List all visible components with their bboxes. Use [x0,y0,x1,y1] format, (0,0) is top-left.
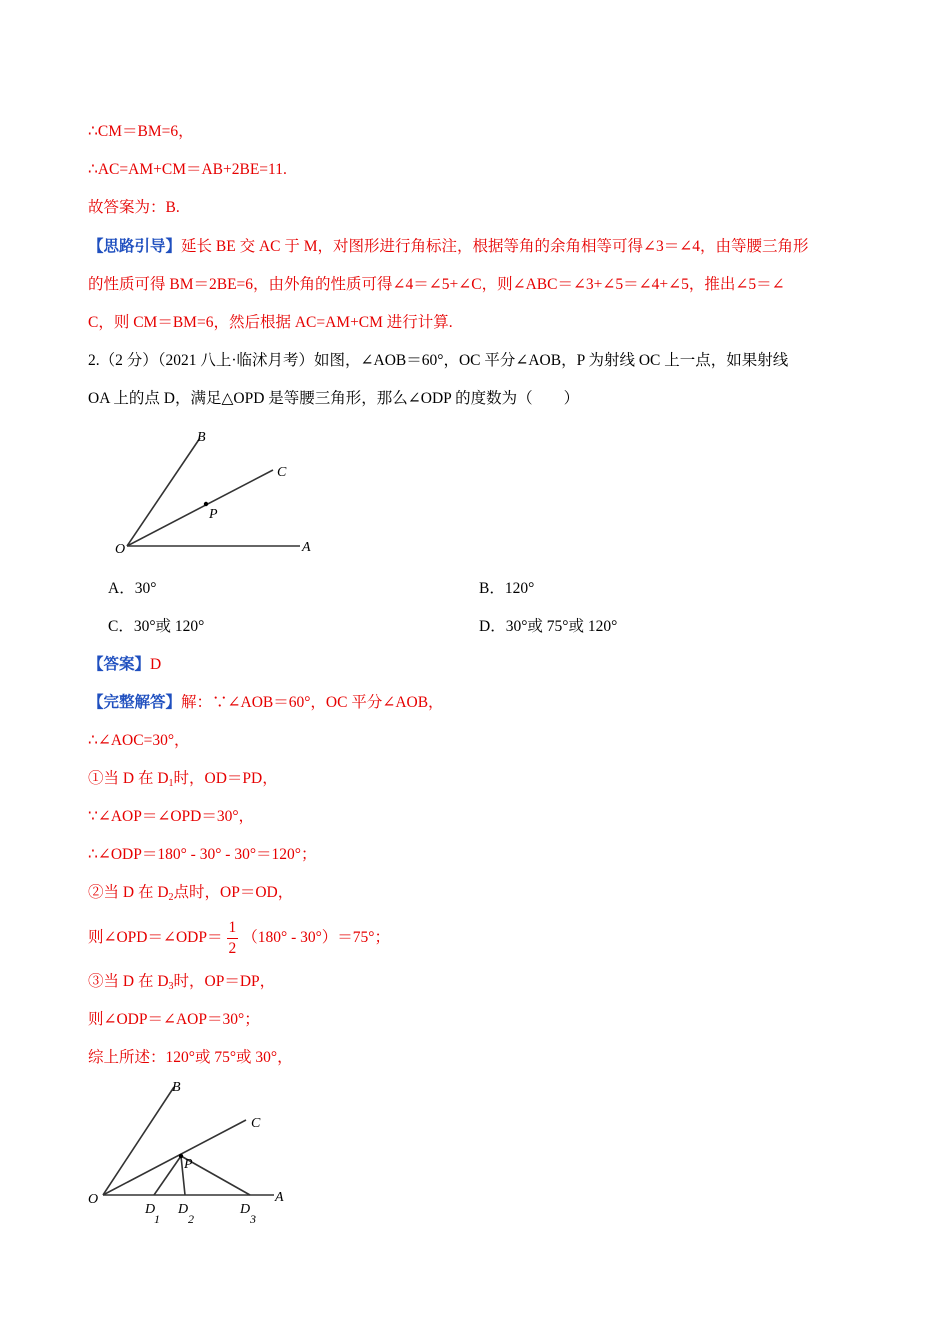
hint-line-3: C，则 CM＝BM=6，然后根据 AC=AM+CM 进行计算. [88,314,453,331]
case-3-sub: 3 [168,981,174,992]
label-d1: D [145,1202,156,1217]
point-p [204,502,208,506]
label-c: C [277,465,287,480]
solution-intro: 解：∵∠AOB＝60°，OC 平分∠AOB， [181,694,444,711]
case-1-sub: 1 [168,778,174,789]
solution-line-ac: ∴AC=AM+CM＝AB+2BE=11. [88,161,287,178]
case-2-formula-a: 则∠OPD＝∠ODP＝ [88,929,223,946]
solution-tag: 【完整解答】 [88,694,182,711]
label-o: O [115,542,126,557]
answer-tag: 【答案】 [88,656,151,673]
option-b: B．120° [479,580,535,597]
option-d: D．30°或 75°或 120° [479,618,618,635]
ray-oc [103,1120,246,1195]
answer-line [88,654,161,676]
solution-figure [84,1075,304,1235]
label-d1-sub: 1 [154,1212,160,1226]
hint-line-1 [88,236,809,258]
ray-oc [127,470,273,546]
option-c: C．30°或 120° [108,618,205,635]
solution-line-1: ∴∠AOC=30°， [88,732,190,749]
fraction-numerator: 1 [227,918,239,939]
label-d2-sub: 2 [188,1212,194,1226]
question-figure [105,425,325,560]
solution-line-7 [88,971,275,993]
label-b: B [197,430,206,445]
solution-line-9: 综上所述：120°或 75°或 30°， [88,1049,293,1066]
case-3-text-b: 时，OP＝DP， [173,973,276,990]
label-o: O [88,1192,99,1207]
case-1-text-b: 时，OD＝PD， [173,770,278,787]
solution-line-6 [88,916,390,960]
case-2-text: ②当 D 在 D [88,884,169,901]
solution-line-5 [88,882,293,904]
label-a: A [302,540,311,555]
case-2-sub: 2 [168,892,174,903]
label-d3: D [240,1202,251,1217]
label-c: C [251,1116,261,1131]
ray-ob [127,438,200,546]
label-p: P [209,507,218,522]
answer-conclusion: 故答案为：B. [88,199,180,216]
label-d2: D [178,1202,189,1217]
solution-line-3: ∵∠AOP＝∠OPD＝30°， [88,808,255,825]
case-1-text: ①当 D 在 D [88,770,169,787]
fraction-denominator: 2 [228,939,237,957]
label-d3-sub: 3 [250,1212,256,1226]
label-p: P [184,1157,193,1172]
label-b: B [172,1080,181,1095]
solution-line-cm-bm: ∴CM＝BM=6， [88,123,194,140]
hint-tag: 【思路引导】 [88,238,182,255]
solution-line-0 [88,692,444,714]
hint-line-2: 的性质可得 BM＝2BE=6，由外角的性质可得∠4＝∠5+∠C，则∠ABC＝∠3+∠5＝∠4+∠5，推出∠5＝∠ [88,276,785,293]
label-a: A [275,1190,284,1205]
case-3-text: ③当 D 在 D [88,973,169,990]
case-2-formula-b: （180° - 30°）＝75°； [242,929,391,946]
question-2-line-2: OA 上的点 D，满足△OPD 是等腰三角形，那么∠ODP 的度数为（ ） [88,390,580,407]
case-2-text-b: 点时，OP＝OD， [173,884,294,901]
question-2-line-1: 2.（2 分）（2021 八上·临沭月考）如图，∠AOB＝60°，OC 平分∠AOB，P 为射线 OC 上一点，如果射线 [88,352,789,369]
solution-line-8: 则∠ODP＝∠AOP＝30°； [88,1011,260,1028]
ray-ob [103,1087,174,1195]
option-a: A．30° [108,580,157,597]
answer-value: D [150,656,162,673]
fraction-half [227,918,239,959]
solution-line-4: ∴∠ODP＝180° - 30° - 30°＝120°； [88,846,317,863]
point-p [179,1154,183,1158]
solution-line-2 [88,768,278,790]
hint-text: 延长 BE 交 AC 于 M，对图形进行角标注，根据等角的余角相等可得∠3＝∠4，由等腰三角形 [181,238,809,255]
